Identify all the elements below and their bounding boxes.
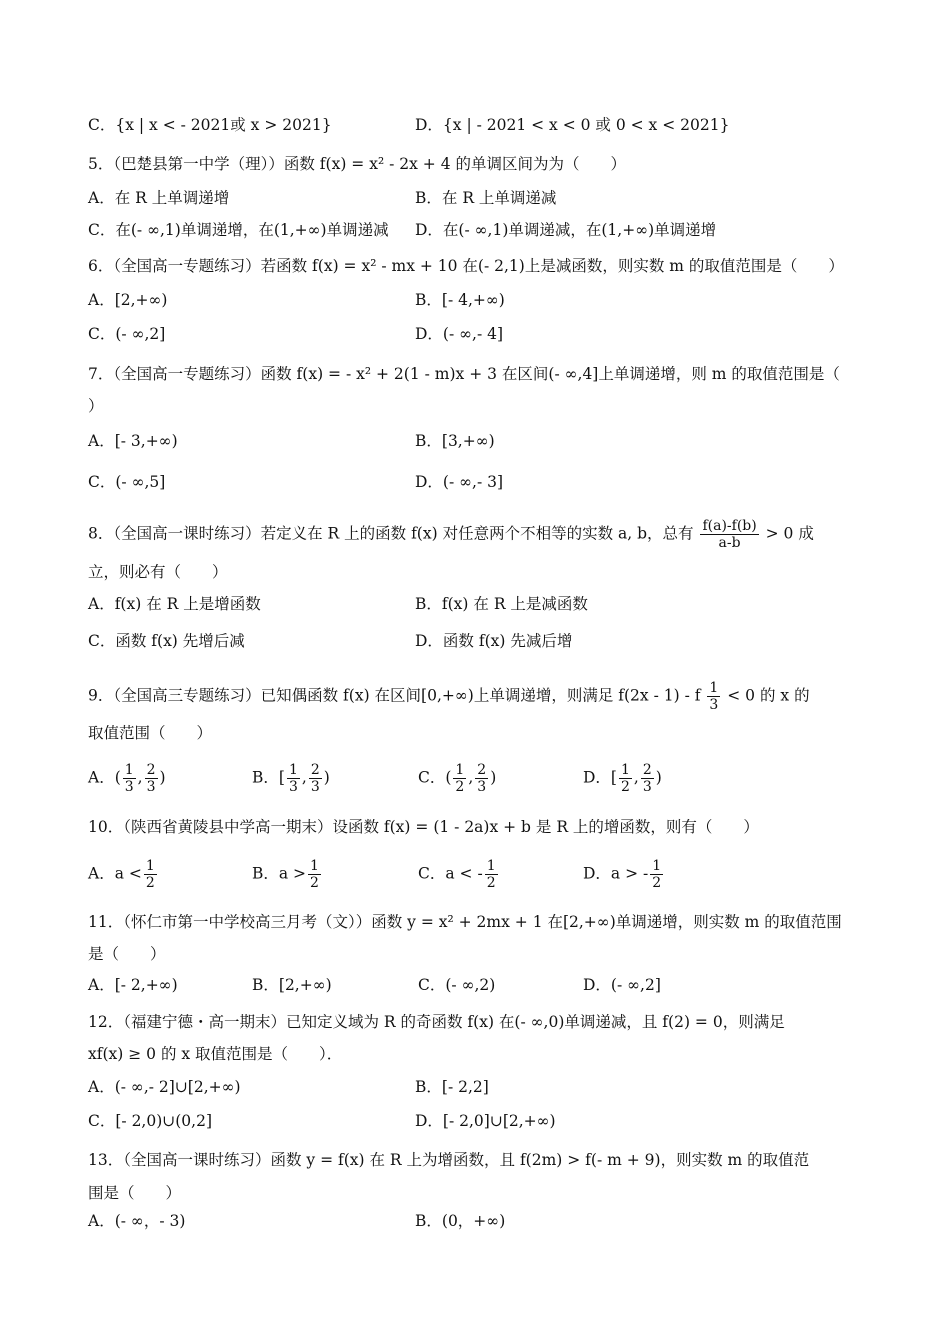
q8-fraction: [700, 518, 758, 551]
q7-option-c: C．(- ∞,5]: [88, 473, 166, 491]
q11-option-b: B．[2,+∞): [252, 976, 332, 994]
q12-option-d: D．[- 2,0]∪[2,+∞): [415, 1112, 556, 1130]
q4-option-d: D．{x | - 2021 < x < 0 或 0 < x < 2021}: [415, 116, 730, 134]
q11-stem: 11．（怀仁市第一中学校高三月考（文））函数 y = x² + 2mx + 1 在[2,+∞)单调递增，则实数 m 的取值范围: [88, 913, 842, 931]
q5-option-c: C．在(- ∞,1)单调递增，在(1,+∞)单调递减: [88, 221, 389, 239]
q10-option-c-d: 2: [486, 875, 496, 891]
q12-stem-cont: xf(x) ≥ 0 的 x 取值范围是（ ）．: [88, 1045, 343, 1063]
q9-fraction-numerator: 1: [709, 680, 719, 696]
q11-option-c: C．(- ∞,2): [418, 976, 496, 994]
q10-option-a: [88, 858, 159, 891]
q4-option-c: C．{x | x < - 2021或 x > 2021}: [88, 116, 332, 134]
q10-option-d: [583, 858, 665, 891]
q11-option-d: D．(- ∞,2]: [583, 976, 661, 994]
q9-option-c-n1: 1: [455, 762, 465, 778]
q7-stem: 7．（全国高一专题练习）函数 f(x) = - x² + 2(1 - m)x + 3 在区间(- ∞,4]上单调递增，则 m 的取值范围是（: [88, 365, 840, 383]
q13-option-a: A．(- ∞，- 3): [88, 1212, 186, 1230]
q8-stem-cont: 立，则必有（ ）: [88, 563, 228, 581]
q6-option-d: D．(- ∞,- 4]: [415, 325, 504, 343]
q9-option-b-n2: 2: [310, 762, 320, 778]
q9-stem-cont: 取值范围（ ）: [88, 724, 213, 742]
q9-option-d-frac1: [619, 762, 632, 795]
q12-option-b: B．[- 2,2]: [415, 1078, 489, 1096]
q5-option-a: A．在 R 上单调递增: [88, 189, 230, 207]
q9-option-b-d1: 3: [288, 779, 298, 795]
q10-option-c: [418, 858, 500, 891]
q9-option-b: B．[ $\frac{1}{3}$ , $\frac{2}{3}$ ): [252, 762, 330, 795]
q9-option-b-frac1: [287, 762, 300, 795]
q9-option-d-n1: 1: [620, 762, 630, 778]
q8-option-d: D．函数 f(x) 先减后增: [415, 632, 573, 650]
q6-option-a: A．[2,+∞): [88, 291, 168, 309]
q12-option-a: A．(- ∞,- 2]∪[2,+∞): [88, 1078, 241, 1096]
q10-option-a-frac: [144, 858, 157, 891]
q10-option-c-text: C．a < -: [418, 864, 483, 883]
q9-stem-text: 9．（全国高三专题练习）已知偶函数 f(x) 在区间[0,+∞)上单调递增，则满足 f(2x - 1) - f: [88, 686, 701, 705]
q9-option-c-frac2: [475, 762, 488, 795]
q9-option-d-n2: 2: [642, 762, 652, 778]
q9-option-d-d2: 3: [642, 779, 652, 795]
q9-option-c-close: ): [490, 768, 497, 787]
q9-option-a-n1: 1: [124, 762, 134, 778]
q10-option-c-frac: [485, 858, 498, 891]
q10-option-d-n: 1: [652, 858, 662, 874]
q10-option-a-n: 1: [145, 858, 155, 874]
q9-option-b-open: B．[: [252, 768, 285, 787]
q10-option-b: [252, 858, 323, 891]
q12-option-c: C．[- 2,0)∪(0,2]: [88, 1112, 213, 1130]
q10-option-c-n: 1: [486, 858, 496, 874]
q9-option-a-close: ): [159, 768, 166, 787]
q9-option-a-open: A．(: [88, 768, 121, 787]
q10-option-d-text: D．a > -: [583, 864, 649, 883]
q9-option-d: D．[ $\frac{1}{2}$ , $\frac{2}{3}$ ): [583, 762, 662, 795]
q9-option-c: C．( $\frac{1}{2}$ , $\frac{2}{3}$ ): [418, 762, 497, 795]
q7-option-d: D．(- ∞,- 3]: [415, 473, 504, 491]
q6-option-b: B．[- 4,+∞): [415, 291, 505, 309]
q10-option-b-frac: [308, 858, 321, 891]
q6-option-c: C．(- ∞,2]: [88, 325, 166, 343]
q9-option-a-d2: 3: [146, 779, 156, 795]
q9-option-b-n1: 1: [288, 762, 298, 778]
q8-fraction-numerator: f(a)-f(b): [702, 518, 757, 534]
q10-option-a-d: 2: [145, 875, 155, 891]
q11-stem-cont: 是（ ）: [88, 945, 166, 963]
q8-option-a: A．f(x) 在 R 上是增函数: [88, 595, 261, 613]
q10-option-b-text: B．a >: [252, 864, 307, 883]
q9-option-a: A．( $\frac{1}{3}$ , $\frac{2}{3}$ ): [88, 762, 166, 795]
q12-stem: 12．（福建宁德・高一期末）已知定义域为 R 的奇函数 f(x) 在(- ∞,0)单调递减，且 f(2) = 0，则满足: [88, 1013, 785, 1031]
q9-option-a-n2: 2: [146, 762, 156, 778]
q9-option-b-close: ): [323, 768, 330, 787]
q9-option-c-d2: 3: [477, 779, 487, 795]
q8-fraction-denominator: a-b: [718, 535, 741, 551]
q5-option-b: B．在 R 上单调递减: [415, 189, 557, 207]
q8-stem-tail: > 0 成: [765, 524, 814, 543]
q6-stem: 6．（全国高一专题练习）若函数 f(x) = x² - mx + 10 在(- 2,1)上是减函数，则实数 m 的取值范围是（ ）: [88, 257, 844, 275]
q9-fraction-denominator: 3: [709, 697, 719, 713]
q13-stem-cont: 围是（ ）: [88, 1184, 182, 1202]
q7-stem-cont: ）: [88, 397, 104, 415]
q8-stem-text: 8．（全国高一课时练习）若定义在 R 上的函数 f(x) 对任意两个不相等的实数 a, b，总有: [88, 524, 694, 543]
q9-option-d-frac2: [641, 762, 654, 795]
q5-option-d: D．在(- ∞,1)单调递减，在(1,+∞)单调递增: [415, 221, 717, 239]
q10-option-d-frac: [650, 858, 663, 891]
q8-stem: [88, 518, 814, 551]
q7-option-a: A．[- 3,+∞): [88, 432, 178, 450]
q9-option-a-frac1: [123, 762, 136, 795]
q10-stem: 10．（陕西省黄陵县中学高一期末）设函数 f(x) = (1 - 2a)x + b 是 R 上的增函数，则有（ ）: [88, 818, 759, 836]
q9-option-c-open: C．(: [418, 768, 452, 787]
q9-option-b-d2: 3: [310, 779, 320, 795]
q9-stem-tail: < 0 的 x 的: [727, 686, 810, 705]
q10-option-b-n: 1: [310, 858, 319, 874]
q8-option-c: C．函数 f(x) 先增后减: [88, 632, 245, 650]
q10-option-a-text: A．a <: [88, 864, 142, 883]
q10-option-b-d: 2: [310, 875, 319, 891]
q9-option-d-d1: 2: [620, 779, 630, 795]
q13-stem: 13．（全国高一课时练习）函数 y = f(x) 在 R 上为增函数，且 f(2m) > f(- m + 9)，则实数 m 的取值范: [88, 1151, 810, 1169]
q9-option-c-d1: 2: [455, 779, 465, 795]
q9-stem: [88, 680, 810, 713]
q9-option-c-frac1: [453, 762, 466, 795]
q9-option-d-open: D．[: [583, 768, 617, 787]
q10-option-d-d: 2: [652, 875, 662, 891]
q9-option-a-frac2: [145, 762, 158, 795]
q9-fraction: [707, 680, 720, 713]
q5-stem: 5．（巴楚县第一中学（理））函数 f(x) = x² - 2x + 4 的单调区间为为（ ）: [88, 155, 626, 173]
q11-option-a: A．[- 2,+∞): [88, 976, 178, 994]
q13-option-b: B．(0，+∞): [415, 1212, 506, 1230]
q9-option-a-d1: 3: [124, 779, 134, 795]
q8-option-b: B．f(x) 在 R 上是减函数: [415, 595, 588, 613]
q7-option-b: B．[3,+∞): [415, 432, 495, 450]
q9-option-d-close: ): [655, 768, 662, 787]
q9-option-b-frac2: [309, 762, 322, 795]
q9-option-c-n2: 2: [477, 762, 487, 778]
